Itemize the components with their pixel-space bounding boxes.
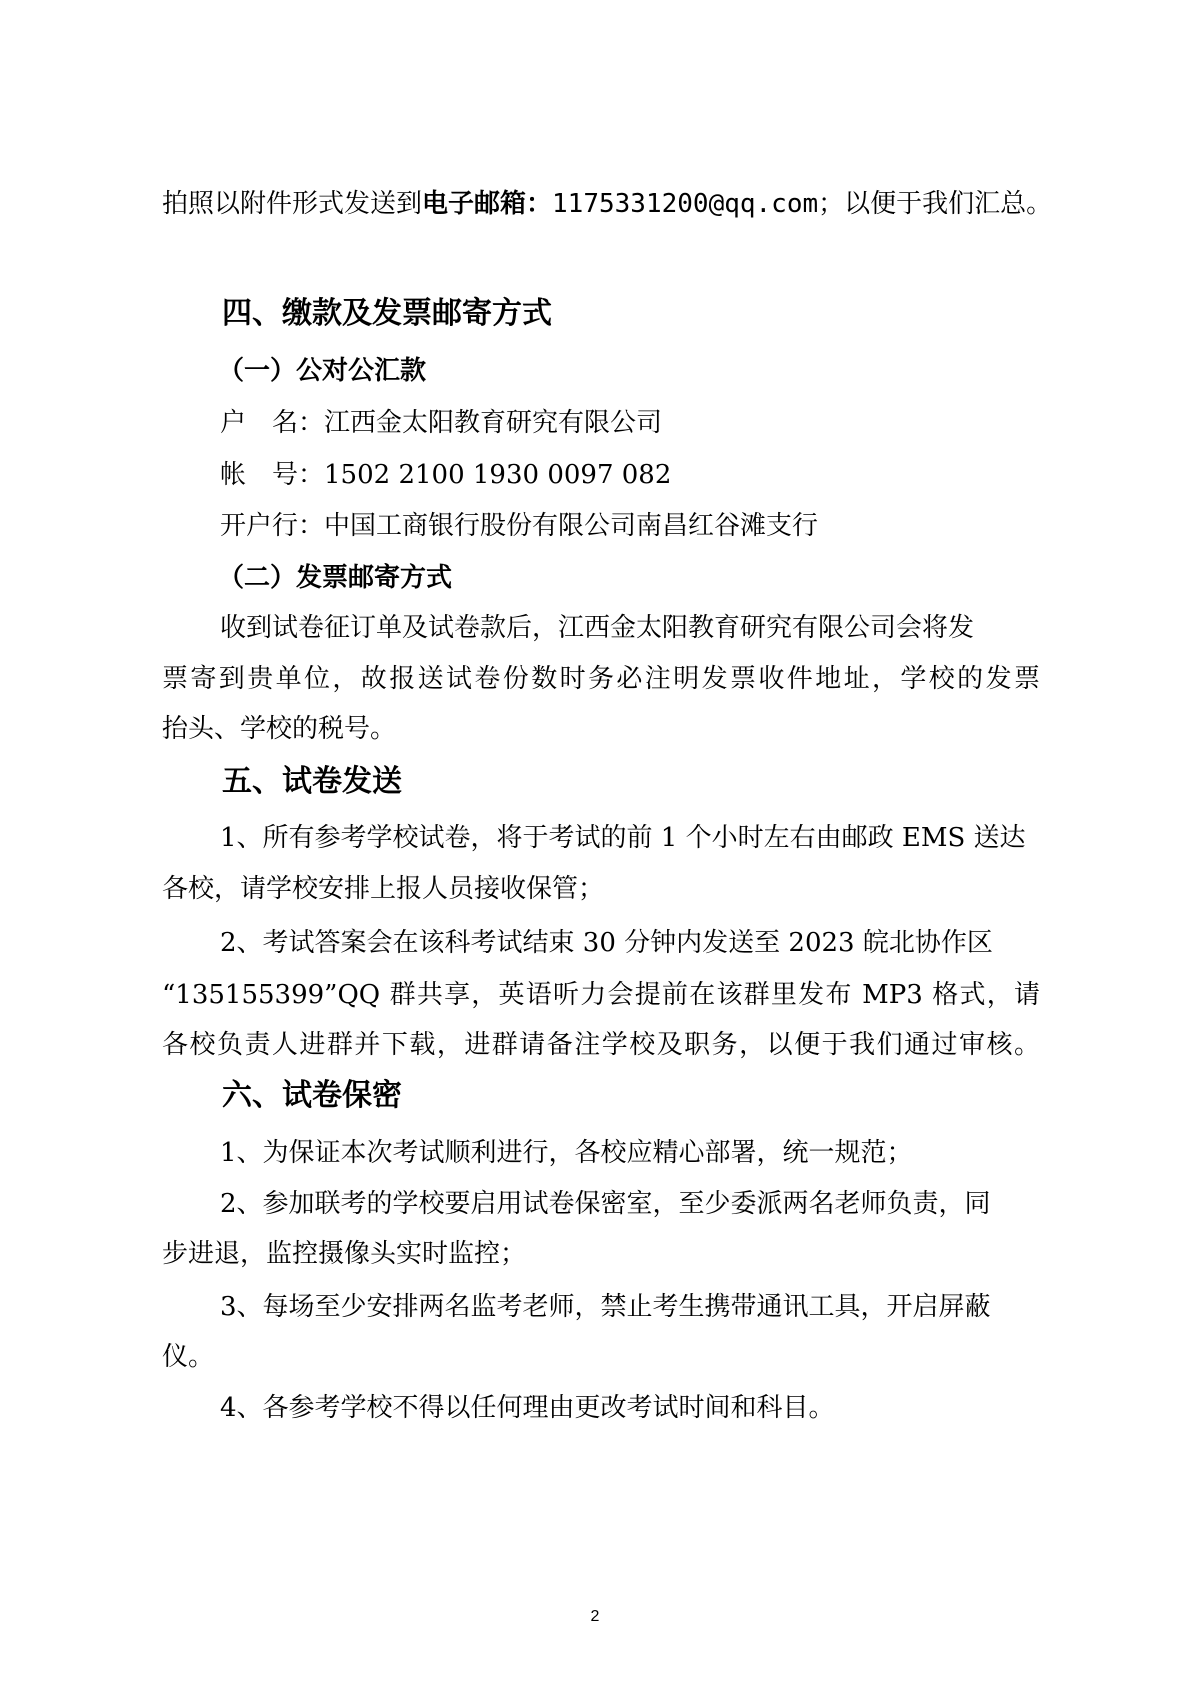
bank-label: 开户行： <box>220 511 325 541</box>
section4-sub2-title: （二）发票邮寄方式 <box>218 563 453 593</box>
s5-item1-line2: 各校，请学校安排上报人员接收保管； <box>162 874 605 904</box>
email-label: 电子邮箱： <box>422 189 553 219</box>
s6-item2-line1: 2、参加联考的学校要启用试卷保密室，至少委派两名老师负责，同 <box>220 1189 991 1219</box>
s6-item4: 4、各参考学校不得以任何理由更改考试时间和科目。 <box>220 1393 835 1423</box>
account-name-line <box>220 407 662 439</box>
intro-line <box>162 188 1052 220</box>
account-name-value: 江西金太阳教育研究有限公司 <box>324 408 663 438</box>
section4-title: 四、缴款及发票邮寄方式 <box>222 296 552 331</box>
invoice-para-line3: 抬头、学校的税号。 <box>162 714 397 744</box>
section5-title: 五、试卷发送 <box>222 764 402 799</box>
section4-sub1-title: （一）公对公汇款 <box>218 356 427 386</box>
s5-item2-line1: 2、考试答案会在该科考试结束 30 分钟内发送至 2023 皖北协作区 <box>220 928 993 958</box>
account-no-value: 1502 2100 1930 0097 082 <box>324 460 672 490</box>
account-no-line <box>220 459 671 491</box>
email-address: 1175331200@qq.com <box>552 189 819 219</box>
s5-item1-line1: 1、所有参考学校试卷，将于考试的前 1 个小时左右由邮政 EMS 送达 <box>220 823 1026 853</box>
intro-prefix: 拍照以附件形式发送到 <box>162 189 423 219</box>
intro-suffix: ；以便于我们汇总。 <box>818 189 1053 219</box>
s6-item3-line2: 仪。 <box>162 1342 215 1372</box>
bank-line <box>220 510 818 542</box>
s5-item2-line3: 各校负责人进群并下载，进群请备注学校及职务，以便于我们通过审核。 <box>162 1030 1040 1060</box>
account-no-label: 帐 号： <box>220 460 325 490</box>
account-name-label: 户 名： <box>220 408 325 438</box>
s5-item2-line2: “135155399”QQ 群共享，英语听力会提前在该群里发布 MP3 格式，请 <box>162 980 1040 1010</box>
invoice-para-line1: 收到试卷征订单及试卷款后，江西金太阳教育研究有限公司会将发 <box>220 613 975 643</box>
s6-item2-line2: 步进退，监控摄像头实时监控； <box>162 1239 527 1269</box>
invoice-para-line2: 票寄到贵单位，故报送试卷份数时务必注明发票收件地址，学校的发票 <box>162 664 1040 694</box>
page-number: 2 <box>590 1608 600 1625</box>
s6-item1: 1、为保证本次考试顺利进行，各校应精心部署，统一规范； <box>220 1138 913 1168</box>
section6-title: 六、试卷保密 <box>222 1078 402 1113</box>
bank-value: 中国工商银行股份有限公司南昌红谷滩支行 <box>324 511 819 541</box>
s6-item3-line1: 3、每场至少安排两名监考老师，禁止考生携带通讯工具，开启屏蔽 <box>220 1292 991 1322</box>
